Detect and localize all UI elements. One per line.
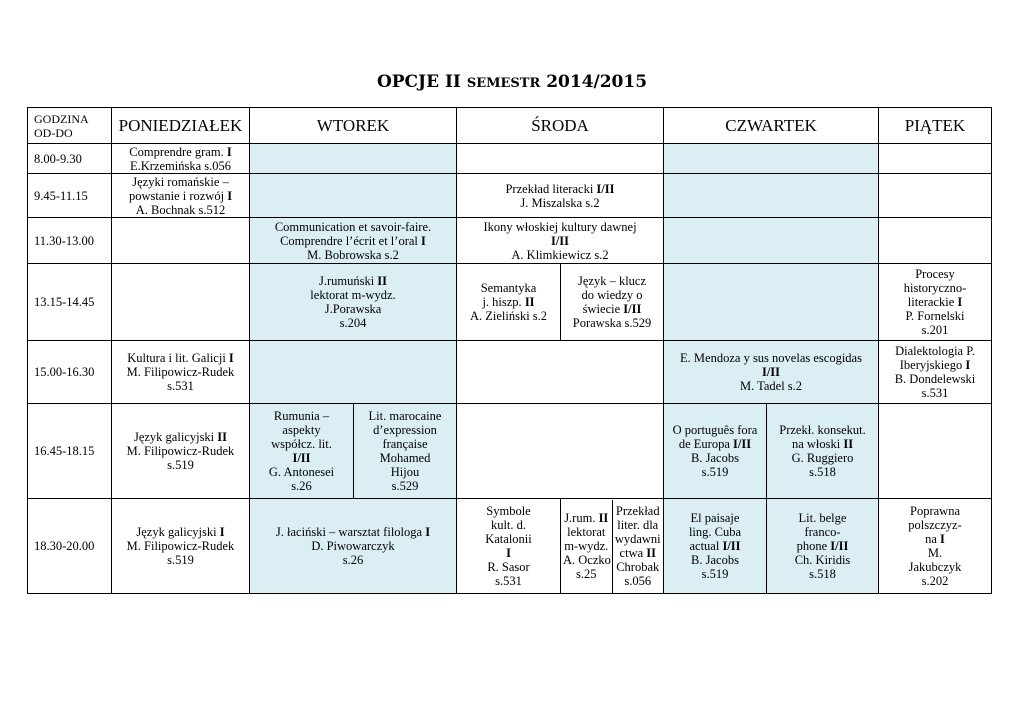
time-cell: 18.30-20.00 — [28, 499, 112, 594]
cell-line — [563, 553, 610, 567]
cell-text: A. Oczko — [563, 553, 611, 567]
cell-line — [563, 567, 610, 581]
header-row — [28, 108, 1024, 144]
class-cell — [561, 264, 664, 341]
cell-line — [666, 465, 764, 479]
level-marker: I/II — [733, 437, 752, 451]
table-row — [28, 144, 1024, 174]
cell-line — [252, 525, 454, 539]
class-cell — [112, 341, 250, 404]
cell-line — [252, 302, 454, 316]
cell-line — [769, 567, 876, 581]
cell-text: lektorat m-wydz. — [310, 288, 396, 302]
cell-line — [881, 532, 989, 546]
cell-line — [459, 560, 558, 574]
class-cell — [112, 404, 250, 499]
table-row — [28, 218, 1024, 264]
cell-line — [666, 437, 764, 451]
cell-text: s.519 — [167, 553, 194, 567]
cell-line — [459, 295, 558, 309]
cell-text: na — [925, 532, 937, 546]
cell-text: ling. Cuba — [688, 525, 742, 539]
table-row — [28, 174, 1024, 218]
level-marker: II — [377, 274, 388, 288]
cell-text: aspekty — [282, 423, 321, 437]
class-cell — [457, 499, 561, 594]
cell-line — [666, 451, 764, 465]
cell-line — [881, 546, 989, 560]
empty-cell — [250, 174, 457, 218]
header-thu: CZWARTEK — [664, 108, 879, 144]
level-marker: I — [425, 525, 431, 539]
cell-line — [881, 504, 989, 518]
cell-text: O português fora — [672, 423, 758, 437]
cell-line — [252, 423, 351, 437]
cell-text: s.531 — [495, 574, 522, 588]
cell-text: R. Sasor — [487, 560, 530, 574]
cell-text: kult. d. — [490, 518, 527, 532]
cell-line — [881, 574, 989, 588]
cell-text: A. Bochnak s.512 — [135, 202, 226, 217]
title-part3: 2014/2015 — [546, 72, 648, 92]
cell-line — [769, 451, 876, 465]
cell-line — [666, 365, 876, 379]
cell-text: M. Tadel s.2 — [739, 379, 803, 393]
class-cell — [457, 218, 664, 264]
empty-cell — [250, 341, 457, 404]
cell-line — [252, 409, 351, 423]
cell-text: Jakubczyk — [908, 560, 962, 574]
cell-line — [252, 465, 351, 479]
cell-text: s.202 — [921, 574, 949, 588]
time-cell: 15.00-16.30 — [28, 341, 112, 404]
cell-text: Język galicyjski — [136, 525, 217, 539]
empty-cell — [457, 404, 664, 499]
level-marker: I — [421, 233, 426, 248]
cell-text: Communication et savoir-faire. — [274, 219, 432, 234]
class-cell — [879, 264, 992, 341]
header-mon: PONIEDZIAŁEK — [112, 108, 250, 144]
split-row — [561, 500, 663, 593]
class-cell — [250, 264, 457, 341]
cell-line — [769, 423, 876, 437]
cell-line — [881, 323, 989, 337]
level-marker: I — [226, 144, 232, 159]
split-table — [561, 500, 663, 593]
cell-text: s.26 — [342, 553, 364, 567]
empty-cell — [879, 144, 992, 174]
cell-line — [459, 532, 558, 546]
cell-line — [114, 203, 247, 217]
cell-line — [881, 358, 989, 372]
empty-cell — [112, 264, 250, 341]
cell-line — [356, 479, 454, 493]
cell-text: historyczno- — [903, 281, 967, 295]
cell-text: E. Mendoza y sus novelas escogidas — [680, 351, 862, 365]
cell-text: française — [382, 437, 428, 451]
header-tue: WTOREK — [250, 108, 457, 144]
cell-line — [615, 504, 662, 518]
cell-text: Hijou — [390, 465, 420, 479]
cell-line — [459, 248, 661, 262]
cell-text: s.519 — [701, 465, 729, 479]
cell-text: powstanie i rozwój — [128, 188, 225, 203]
cell-line — [563, 525, 610, 539]
cell-text: lektorat — [567, 525, 606, 539]
level-marker: I/II — [596, 181, 615, 196]
time-cell: 8.00-9.30 — [28, 144, 112, 174]
cell-line — [252, 220, 454, 234]
cell-text: B. Jacobs — [691, 451, 739, 465]
cell-line — [114, 458, 247, 472]
empty-cell — [879, 404, 992, 499]
cell-text: de Europa — [678, 437, 730, 451]
cell-line — [615, 546, 662, 560]
cell-line — [666, 525, 764, 539]
cell-line — [252, 553, 454, 567]
cell-line — [881, 560, 989, 574]
cell-text: G. Ruggiero — [791, 451, 854, 465]
class-cell — [354, 404, 457, 499]
cell-text: Poprawna — [910, 504, 960, 518]
cell-text: P. Fornelski — [905, 309, 965, 323]
header-wed: ŚRODA — [457, 108, 664, 144]
level-marker: II — [646, 546, 656, 560]
time-cell: 13.15-14.45 — [28, 264, 112, 341]
cell-line — [563, 302, 661, 316]
cell-text: Przekład — [615, 504, 660, 518]
cell-line — [881, 267, 989, 281]
cell-text: J.rumuński — [318, 274, 375, 288]
cell-text: s.531 — [167, 379, 194, 393]
cell-line — [114, 539, 247, 553]
cell-line — [114, 553, 247, 567]
cell-text: literackie — [907, 295, 955, 309]
level-marker: I — [506, 546, 511, 560]
class-cell — [250, 218, 457, 264]
cell-line — [114, 145, 247, 159]
cell-text: M. Bobrowska s.2 — [307, 247, 399, 262]
cell-line — [615, 532, 662, 546]
cell-line — [769, 465, 876, 479]
cell-text: Chrobak — [616, 560, 660, 574]
empty-cell — [664, 174, 879, 218]
cell-text: Lit. marocaine — [368, 409, 442, 423]
class-cell — [612, 500, 663, 593]
class-cell — [664, 341, 879, 404]
class-cell — [250, 499, 457, 594]
cell-text: Przekład literacki — [505, 181, 594, 196]
cell-text: polszczyz- — [908, 518, 962, 532]
cell-text: s.531 — [921, 386, 949, 400]
cell-text: Porawska s.529 — [572, 316, 652, 330]
cell-line — [666, 423, 764, 437]
cell-text: s.519 — [701, 567, 729, 581]
split-cell — [561, 499, 664, 594]
cell-text: phone — [796, 539, 828, 553]
cell-text: Semantyka — [480, 281, 537, 295]
title-part1: OPCJE II — [376, 72, 461, 92]
empty-cell — [664, 264, 879, 341]
cell-line — [769, 511, 876, 525]
cell-text: J.rum. — [564, 511, 596, 525]
table-row — [28, 264, 1024, 341]
cell-line — [114, 379, 247, 393]
cell-text: E.Krzemińska s.056 — [129, 158, 232, 173]
cell-text: Comprendre gram. — [129, 144, 224, 159]
cell-text: s.201 — [921, 323, 949, 337]
cell-text: d’expression — [373, 423, 437, 437]
level-marker: I — [965, 358, 971, 372]
cell-line — [356, 437, 454, 451]
cell-line — [666, 511, 764, 525]
empty-cell — [457, 144, 664, 174]
cell-text: A. Klimkiewicz s.2 — [511, 247, 609, 262]
level-marker: I — [957, 295, 963, 309]
cell-line — [459, 220, 661, 234]
cell-line — [881, 344, 989, 358]
cell-text: s.519 — [167, 458, 194, 472]
level-marker: II — [524, 295, 535, 309]
cell-line — [615, 560, 662, 574]
cell-line — [114, 175, 247, 189]
cell-line — [769, 437, 876, 451]
level-marker: I — [227, 188, 233, 203]
cell-line — [252, 248, 454, 262]
cell-line — [114, 430, 247, 444]
empty-cell — [250, 144, 457, 174]
cell-text: M. Filipowicz-Rudek — [126, 365, 235, 379]
cell-line — [881, 386, 989, 400]
class-cell — [879, 341, 992, 404]
cell-line — [114, 525, 247, 539]
level-marker: I — [940, 532, 945, 546]
cell-text: Lit. belge — [798, 511, 847, 525]
class-cell — [767, 499, 879, 594]
cell-text: Ikony włoskiej kultury dawnej — [483, 219, 637, 234]
class-cell — [457, 264, 561, 341]
cell-text: M. Filipowicz-Rudek — [126, 444, 235, 458]
cell-line — [563, 316, 661, 330]
cell-line — [459, 574, 558, 588]
empty-cell — [457, 341, 664, 404]
cell-text: Procesy — [915, 267, 955, 281]
header-fri: PIĄTEK — [879, 108, 992, 144]
cell-line — [881, 295, 989, 309]
cell-text: m-wydz. — [564, 539, 609, 553]
cell-text: współcz. lit. — [271, 437, 332, 451]
cell-text: s.518 — [809, 465, 836, 479]
cell-text: J. łaciński – warsztat filologa — [275, 525, 423, 539]
cell-line — [666, 553, 764, 567]
table-row — [28, 499, 1024, 594]
class-cell — [112, 144, 250, 174]
cell-line — [563, 539, 610, 553]
empty-cell — [879, 218, 992, 264]
cell-text: s.204 — [339, 316, 367, 330]
cell-text: B. Dondelewski — [894, 372, 976, 386]
cell-text: do wiedzy o — [581, 288, 643, 302]
cell-line — [666, 351, 876, 365]
header-hours: GODZINA OD-DO — [28, 108, 112, 144]
level-marker: I — [228, 351, 234, 365]
cell-text: B. Jacobs — [691, 553, 739, 567]
class-cell — [664, 404, 767, 499]
level-marker: II — [843, 437, 854, 451]
cell-line — [114, 189, 247, 203]
class-cell — [112, 174, 250, 218]
class-cell — [112, 499, 250, 594]
level-marker: I/II — [292, 451, 311, 465]
cell-line — [252, 479, 351, 493]
cell-text: M. Filipowicz-Rudek — [126, 539, 235, 553]
cell-text: ctwa — [619, 546, 644, 560]
cell-line — [881, 372, 989, 386]
level-marker: I/II — [623, 302, 642, 316]
level-marker: II — [598, 511, 609, 525]
cell-line — [769, 553, 876, 567]
cell-line — [881, 281, 989, 295]
cell-line — [252, 316, 454, 330]
table-row — [28, 341, 1024, 404]
cell-text: actual — [689, 539, 720, 553]
level-marker: II — [217, 430, 228, 444]
cell-line — [459, 309, 558, 323]
cell-text: J.Porawska — [324, 302, 382, 316]
cell-line — [252, 539, 454, 553]
cell-line — [666, 379, 876, 393]
level-marker: I/II — [722, 539, 741, 553]
level-marker: I — [219, 525, 225, 539]
cell-text: A. Zieliński s.2 — [469, 309, 548, 323]
cell-text: El paisaje — [690, 511, 740, 525]
cell-line — [881, 518, 989, 532]
cell-line — [356, 451, 454, 465]
cell-text: Symbole — [486, 504, 531, 518]
cell-line — [459, 196, 661, 210]
cell-text: Ch. Kiridis — [794, 553, 851, 567]
time-cell: 11.30-13.00 — [28, 218, 112, 264]
time-cell: 16.45-18.15 — [28, 404, 112, 499]
class-cell — [664, 499, 767, 594]
cell-line — [252, 234, 454, 248]
cell-line — [881, 309, 989, 323]
time-cell: 9.45-11.15 — [28, 174, 112, 218]
cell-line — [114, 351, 247, 365]
cell-line — [356, 423, 454, 437]
cell-line — [666, 567, 764, 581]
class-cell — [250, 404, 354, 499]
table-row — [28, 404, 1024, 499]
cell-line — [769, 539, 876, 553]
cell-line — [666, 539, 764, 553]
empty-cell — [112, 218, 250, 264]
cell-text: Iberyjskiego — [899, 358, 963, 372]
empty-cell — [664, 218, 879, 264]
class-cell — [561, 500, 612, 593]
cell-text: J. Miszalska s.2 — [520, 195, 600, 210]
level-marker: I/II — [761, 365, 781, 379]
cell-text: na włoski — [791, 437, 841, 451]
empty-cell — [664, 144, 879, 174]
cell-text: M. — [927, 546, 943, 560]
level-marker: I/II — [550, 233, 570, 248]
cell-line — [769, 525, 876, 539]
cell-line — [252, 274, 454, 288]
cell-text: s.056 — [624, 574, 652, 588]
cell-line — [563, 288, 661, 302]
title-part2: SEMESTR — [466, 76, 541, 91]
cell-line — [114, 365, 247, 379]
cell-line — [252, 288, 454, 302]
cell-text: franco- — [804, 525, 841, 539]
class-cell — [457, 174, 664, 218]
cell-text: s.25 — [576, 567, 597, 581]
cell-line — [615, 574, 662, 588]
cell-line — [459, 234, 661, 248]
class-cell — [879, 499, 992, 594]
cell-line — [114, 444, 247, 458]
page-title — [0, 72, 1024, 92]
cell-text: Katalonii — [485, 532, 532, 546]
cell-text: liter. dla — [617, 518, 659, 532]
cell-line — [459, 546, 558, 560]
cell-line — [252, 437, 351, 451]
cell-text: j. hiszp. — [482, 295, 522, 309]
cell-text: świecie — [582, 302, 621, 316]
cell-text: Język – klucz — [577, 274, 647, 288]
cell-text: Język galicyjski — [133, 430, 215, 444]
level-marker: I/II — [830, 539, 849, 553]
cell-text: wydawni — [614, 532, 661, 546]
cell-line — [563, 274, 661, 288]
cell-line — [356, 409, 454, 423]
cell-line — [615, 518, 662, 532]
cell-line — [114, 159, 247, 173]
timetable — [27, 107, 1024, 594]
cell-line — [252, 451, 351, 465]
empty-cell — [879, 174, 992, 218]
cell-line — [459, 182, 661, 196]
cell-text: Dialektologia P. — [895, 344, 975, 358]
cell-text: Języki romańskie – — [132, 174, 229, 189]
cell-text: G. Antonesei — [268, 465, 335, 479]
cell-text: s.518 — [809, 567, 836, 581]
cell-line — [459, 504, 558, 518]
cell-line — [356, 465, 454, 479]
cell-line — [459, 281, 558, 295]
cell-text: Comprendre l’écrit et l’oral — [280, 233, 418, 248]
class-cell — [767, 404, 879, 499]
cell-line — [563, 511, 610, 525]
cell-text: Rumunia – — [273, 409, 330, 423]
cell-text: D. Piwowarczyk — [311, 539, 395, 553]
cell-text: Przekł. konsekut. — [779, 423, 866, 437]
cell-text: s.26 — [291, 479, 312, 493]
cell-text: Kultura i lit. Galicji — [127, 351, 226, 365]
cell-text: Mohamed — [379, 451, 431, 465]
cell-line — [459, 518, 558, 532]
cell-text: s.529 — [391, 479, 419, 493]
